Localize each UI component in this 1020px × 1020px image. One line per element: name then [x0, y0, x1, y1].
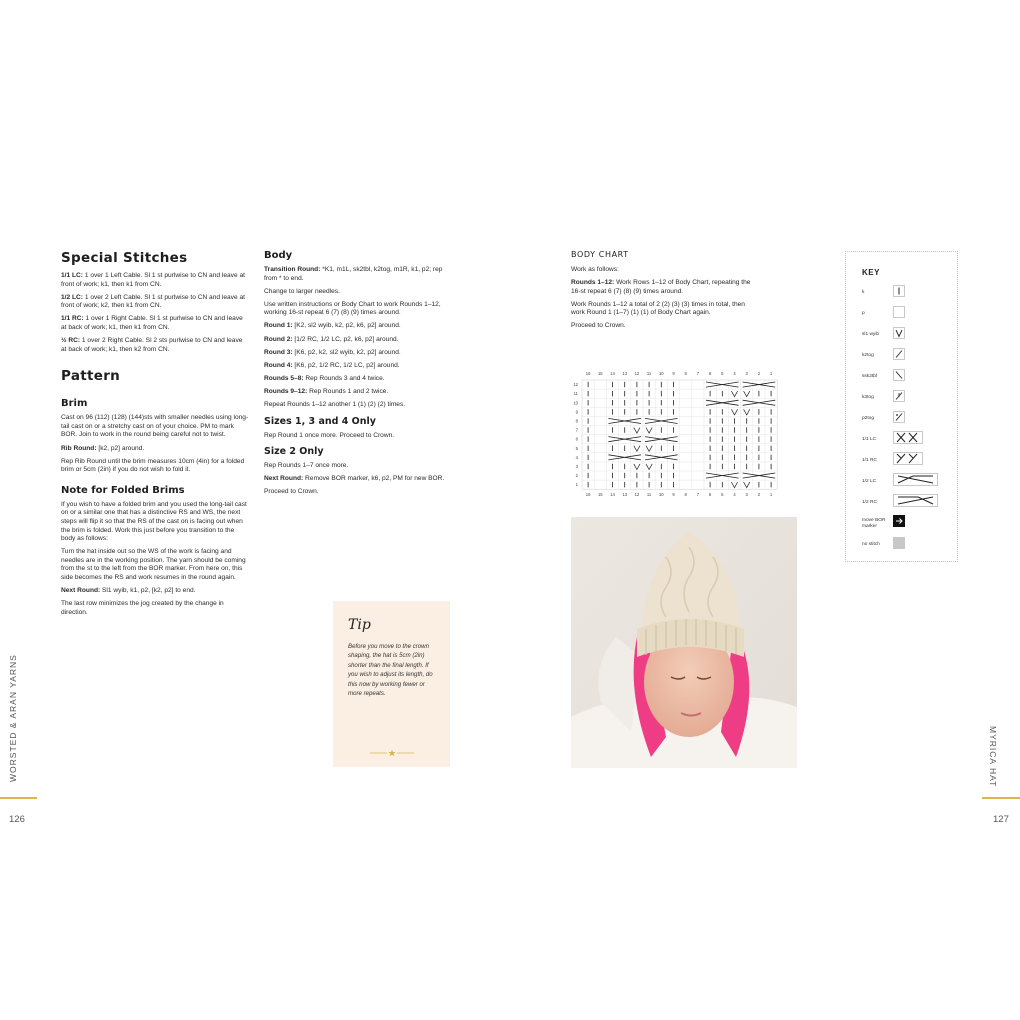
stitch-def: 1/1 LC: 1 over 1 Left Cable. Sl 1 st purlwise to CN and leave at front of work; k1, then k1 from CN. [61, 272, 245, 288]
chart-col-label: 16 [585, 492, 591, 498]
chart-col-label: 2 [757, 371, 761, 376]
chart-row-label: 7 [575, 427, 578, 433]
size-2-text: Rep Rounds 1–7 once more. [264, 462, 349, 470]
chart-col-label: 13 [622, 492, 628, 498]
key-label: p [862, 311, 865, 316]
size-2-proceed: Proceed to Crown. [264, 488, 319, 496]
round-line: Round 3: [K6, p2, k2, sl2 wyib, k2, p2] around. [264, 348, 401, 356]
key-label: k [862, 290, 865, 295]
rounds-1-12: Rounds 1–12: Work Rows 1–12 of Body Chart, repeating the 16-st repeat 6 (7) (8) (9) times around. [571, 279, 751, 295]
chart-row-label: 9 [575, 409, 578, 415]
key-label: 1/1 RC [862, 458, 877, 463]
key-title: KEY [862, 268, 880, 277]
tip-text: Before you move to the crown shaping, the hat is 5cm (2in) shorter than the final length. If you wish to adjust its length, do this now by working fewer or more repeats. [348, 643, 433, 698]
body-chart [566, 366, 798, 498]
move-bor-arrow-icon [893, 515, 905, 527]
chart-col-label: 1 [769, 371, 773, 376]
chart-col-label: 15 [597, 371, 603, 376]
chart-col-label: 9 [672, 492, 675, 498]
rib-round: Rib Round: [k2, p2] around. [61, 444, 145, 452]
tip-box [333, 601, 450, 767]
folded-text: The last row minimizes the jog created by the change in direction. [61, 600, 224, 616]
key-label: no stitch [862, 542, 880, 547]
chart-col-label: 16 [585, 371, 591, 376]
chart-col-label: 3 [745, 492, 748, 498]
key-label: k2tog [862, 353, 874, 358]
key-label: 1/1 LC [862, 437, 877, 442]
k2tog-symbol-icon [893, 348, 905, 360]
knit-symbol-icon [893, 285, 905, 297]
work-as-follows: Work as follows: [571, 266, 619, 273]
chart-col-label: 13 [622, 371, 628, 376]
chart-col-label: 15 [597, 492, 603, 498]
chart-row-label: 6 [575, 436, 578, 442]
round-line: Round 2: [1/2 RC, 1/2 LC, p2, k6, p2] around. [264, 335, 399, 343]
size-2-heading: Size 2 Only [264, 446, 324, 458]
chart-col-label: 14 [610, 492, 615, 498]
round-line: Rounds 9–12: Rep Rounds 1 and 2 twice. [264, 387, 389, 395]
folded-text: Turn the hat inside out so the WS of the work is facing and needles are in the working position. The yarn should be coming from the st to the left from the BOR marker. From here on, this side becomes the RS and work resumes in the round again. [61, 548, 246, 582]
chart-row-label: 10 [573, 400, 578, 406]
left-column-1 [61, 250, 249, 622]
chart-col-label: 10 [658, 371, 664, 376]
body-text: Repeat Rounds 1–12 another 1 (1) (2) (2) times. [264, 401, 406, 409]
chart-col-label: 5 [721, 371, 724, 376]
tip-title: Tip [348, 617, 371, 633]
chart-col-label: 11 [646, 492, 652, 498]
special-stitches-heading: Special Stitches [61, 250, 188, 266]
chart-col-label: 8 [684, 492, 687, 498]
proceed-text: Proceed to Crown. [571, 322, 626, 330]
chart-row-label: 3 [575, 463, 578, 469]
key-label: move BOR marker [862, 518, 886, 529]
p2tog-symbol-icon [893, 411, 905, 423]
folded-brims-heading: Note for Folded Brims [61, 484, 185, 496]
chart-col-label: 3 [745, 371, 748, 376]
chart-col-label: 5 [721, 492, 724, 498]
chart-col-label: 7 [696, 371, 700, 376]
key-label: p2tog [862, 416, 875, 421]
round-line: Round 1: [K2, sl2 wyib, k2, p2, k6, p2] around. [264, 322, 401, 330]
k3tog-symbol-icon [893, 390, 905, 402]
rc-1-1-symbol-icon [893, 452, 923, 465]
right-column [571, 250, 797, 336]
stitch-def: ½ RC: 1 over 2 Right Cable. Sl 2 sts purlwise to CN and leave at back of work; k1, then k2 from CN. [61, 337, 243, 353]
right-side-label: MYRICA HAT [988, 726, 998, 788]
chart-row-label: 8 [575, 418, 578, 424]
slip-symbol-icon [893, 327, 905, 339]
chart-col-label: 4 [733, 371, 736, 376]
chart-col-label: 12 [634, 371, 640, 376]
chart-col-label: 10 [658, 492, 664, 498]
brim-text: Rep Rib Round until the brim measures 10cm (4in) for a folded brim or 5cm (2in) if you do not wish to fold it. [61, 457, 245, 474]
key-label: 1/2 RC [862, 500, 877, 505]
right-page-rule [982, 797, 1020, 799]
round-line: Round 4: [K6, p2, 1/2 RC, 1/2 LC, p2] around. [264, 361, 400, 369]
chart-col-label: 11 [646, 371, 652, 376]
lc-1-2-symbol-icon [893, 473, 938, 486]
chart-row-label: 1 [575, 482, 578, 488]
chart-row-label: 2 [575, 473, 578, 479]
chart-col-label: 9 [672, 371, 675, 376]
no-stitch-symbol-icon [893, 537, 905, 549]
brim-text: Cast on 96 (112) (128) (144)sts with smaller needles using long-tail cast on or a stretchy cast on of your choice. PM to mark BOR. Join to work in the round being careful not to twist. [61, 414, 249, 439]
left-page-number: 126 [9, 814, 25, 825]
next-round: Next Round: Sl1 wyib, k1, p2, [k2, p2] to end. [61, 587, 196, 595]
chart-col-label: 14 [610, 371, 615, 376]
sizes-134-heading: Sizes 1, 3 and 4 Only [264, 415, 376, 427]
chart-row-label: 11 [573, 391, 578, 397]
purl-symbol-icon [893, 306, 905, 318]
body-text: Change to larger needles. [264, 287, 340, 295]
key-label: ssk2tbl [862, 374, 877, 379]
hat-photo [571, 517, 797, 768]
brim-heading: Brim [61, 398, 88, 410]
stitch-def: 1/2 LC: 1 over 2 Left Cable. Sl 1 st purlwise to CN and leave at front of work; k2, then k1 from CN. [61, 293, 245, 310]
lc-1-1-symbol-icon [893, 431, 923, 444]
left-page-rule [0, 797, 37, 799]
chart-col-label: 8 [684, 371, 687, 376]
chart-col-label: 1 [769, 492, 773, 498]
tip-divider-star-icon [370, 749, 414, 757]
key-label: k3tog [862, 395, 874, 400]
chart-row-label: 4 [575, 454, 578, 460]
key-label: 1/2 LC [862, 479, 877, 484]
chart-row-label: 12 [573, 382, 578, 388]
chart-col-label: 6 [708, 371, 712, 376]
stitch-def: 1/1 RC: 1 over 1 Right Cable. Sl 1 st purlwise to CN and leave at back of work; k1, then k1 from CN. [61, 315, 243, 331]
left-side-label: WORSTED & ARAN YARNS [8, 654, 18, 782]
round-line: Rounds 5–8: Rep Rounds 3 and 4 twice. [264, 374, 385, 382]
pattern-heading: Pattern [61, 368, 121, 385]
sizes-134-text: Rep Round 1 once more. Proceed to Crown. [264, 431, 395, 439]
size-2-next-round: Next Round: Remove BOR marker, k6, p2, PM for new BOR. [264, 475, 445, 483]
chart-col-label: 4 [733, 492, 736, 498]
body-text: Use written instructions or Body Chart to work Rounds 1–12, working 16-st repeat 6 (7) (8) (9) times around. [264, 300, 441, 317]
right-page-number: 127 [993, 814, 1009, 825]
left-column-2 [264, 250, 452, 502]
work-rounds-text: Work Rounds 1–12 a total of 2 (2) (3) (3) times in total, then work Round 1 (1–7) (1) (1) of Body Chart again. [571, 300, 745, 317]
chart-col-label: 7 [696, 492, 700, 498]
folded-text: If you wish to have a folded brim and you used the long-tail cast on or a similar one that has a distinctive RS and WS, the next steps will flip it so that the RS of the cast on is facing out when the brim is folded. Work this just before you transition to the body as follows: [61, 500, 247, 543]
chart-col-label: 6 [708, 492, 712, 498]
ssk2tbl-symbol-icon [893, 369, 905, 381]
key-label: sl1 wyib [862, 332, 880, 337]
chart-col-label: 2 [757, 492, 761, 498]
rc-1-2-symbol-icon [893, 494, 938, 507]
body-heading: Body [264, 250, 293, 261]
body-chart-heading: BODY CHART [571, 250, 629, 259]
chart-row-label: 5 [575, 445, 578, 451]
transition-round: Transition Round: *K1, m1L, sk2tbl, k2tog, m1R, k1, p2; rep from * to end. [264, 266, 443, 282]
chart-col-label: 12 [634, 492, 640, 498]
